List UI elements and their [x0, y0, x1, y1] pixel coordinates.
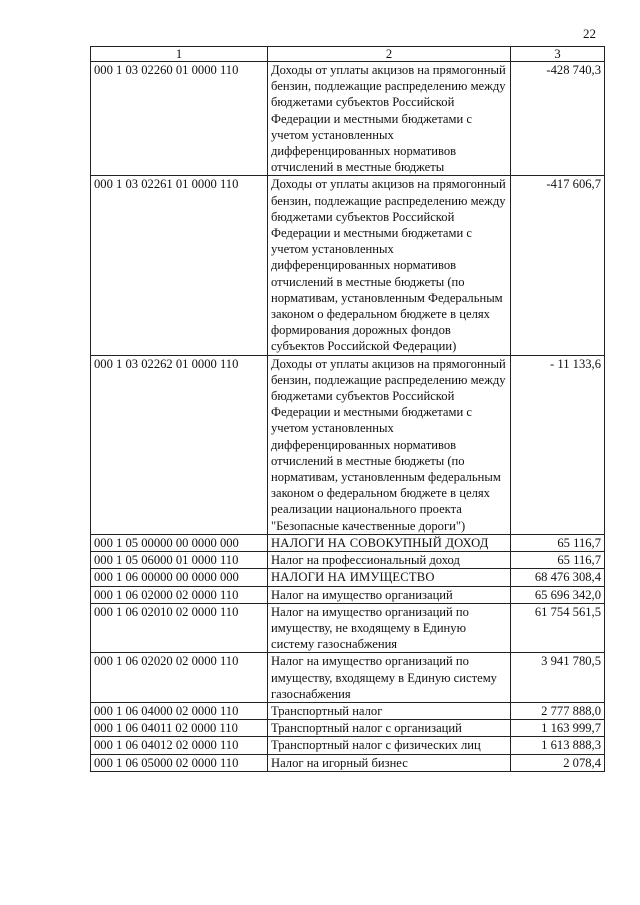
budget-code: 000 1 03 02261 01 0000 110	[91, 176, 268, 355]
revenue-name: Доходы от уплаты акцизов на прямогонный бензин, подлежащие распределению между бюджетами субъектов Российской Федерации и местными бюджетами с учетом установленных дифференцированных нормативов отчислений в местные бюджеты (по нормативам, установленным Федеральным законом о федеральном бюджете в целях формирования дорожных фондов субъектов Российской Федерации)	[268, 176, 511, 355]
table-row	[91, 569, 605, 586]
header-column-1: 1	[91, 47, 268, 62]
table-row	[91, 355, 605, 534]
budget-code: 000 1 06 02010 02 0000 110	[91, 603, 268, 653]
revenue-name: НАЛОГИ НА СОВОКУПНЫЙ ДОХОД	[268, 534, 511, 551]
revenue-name: Налог на игорный бизнес	[268, 754, 511, 771]
revenue-name: Доходы от уплаты акцизов на прямогонный бензин, подлежащие распределению между бюджетами субъектов Российской Федерации и местными бюджетами с учетом установленных дифференцированных нормативов отчислений в местные бюджеты	[268, 62, 511, 176]
header-column-2: 2	[268, 47, 511, 62]
amount: 61 754 561,5	[511, 603, 605, 653]
table-row	[91, 62, 605, 176]
revenue-name: Доходы от уплаты акцизов на прямогонный бензин, подлежащие распределению между бюджетами субъектов Российской Федерации и местными бюджетами с учетом установленных дифференцированных нормативов отчислений в местные бюджеты (по нормативам, установленным федеральным законом о федеральном бюджете в целях реализации национального проекта "Безопасные качественные дороги")	[268, 355, 511, 534]
budget-code: 000 1 06 04012 02 0000 110	[91, 737, 268, 754]
amount: - 11 133,6	[511, 355, 605, 534]
table-row	[91, 603, 605, 653]
amount: 2 078,4	[511, 754, 605, 771]
table-row	[91, 552, 605, 569]
amount: 1 613 888,3	[511, 737, 605, 754]
revenue-name: НАЛОГИ НА ИМУЩЕСТВО	[268, 569, 511, 586]
revenue-name: Транспортный налог	[268, 702, 511, 719]
revenue-name: Транспортный налог с организаций	[268, 720, 511, 737]
revenue-name: Налог на имущество организаций по имуществу, не входящему в Единую систему газоснабжения	[268, 603, 511, 653]
header-column-3: 3	[511, 47, 605, 62]
budget-code: 000 1 05 00000 00 0000 000	[91, 534, 268, 551]
budget-code: 000 1 06 05000 02 0000 110	[91, 754, 268, 771]
amount: -417 606,7	[511, 176, 605, 355]
table-row	[91, 653, 605, 703]
budget-code: 000 1 06 00000 00 0000 000	[91, 569, 268, 586]
revenue-name: Налог на имущество организаций	[268, 586, 511, 603]
table-row	[91, 702, 605, 719]
table-row	[91, 720, 605, 737]
table-row	[91, 754, 605, 771]
budget-code: 000 1 05 06000 01 0000 110	[91, 552, 268, 569]
budget-code: 000 1 06 02000 02 0000 110	[91, 586, 268, 603]
amount: 65 696 342,0	[511, 586, 605, 603]
budget-revenue-table	[90, 46, 605, 772]
revenue-name: Налог на имущество организаций по имуществу, входящему в Единую систему газоснабжения	[268, 653, 511, 703]
table-header-row	[91, 47, 605, 62]
budget-code: 000 1 03 02262 01 0000 110	[91, 355, 268, 534]
amount: 3 941 780,5	[511, 653, 605, 703]
page-number: 22	[583, 26, 596, 41]
budget-code: 000 1 03 02260 01 0000 110	[91, 62, 268, 176]
amount: 68 476 308,4	[511, 569, 605, 586]
amount: 1 163 999,7	[511, 720, 605, 737]
table-row	[91, 534, 605, 551]
budget-code: 000 1 06 04011 02 0000 110	[91, 720, 268, 737]
table-row	[91, 176, 605, 355]
budget-code: 000 1 06 02020 02 0000 110	[91, 653, 268, 703]
amount: 65 116,7	[511, 534, 605, 551]
table-row	[91, 737, 605, 754]
budget-code: 000 1 06 04000 02 0000 110	[91, 702, 268, 719]
amount: -428 740,3	[511, 62, 605, 176]
revenue-name: Транспортный налог с физических лиц	[268, 737, 511, 754]
amount: 65 116,7	[511, 552, 605, 569]
amount: 2 777 888,0	[511, 702, 605, 719]
table-row	[91, 586, 605, 603]
revenue-name: Налог на профессиональный доход	[268, 552, 511, 569]
